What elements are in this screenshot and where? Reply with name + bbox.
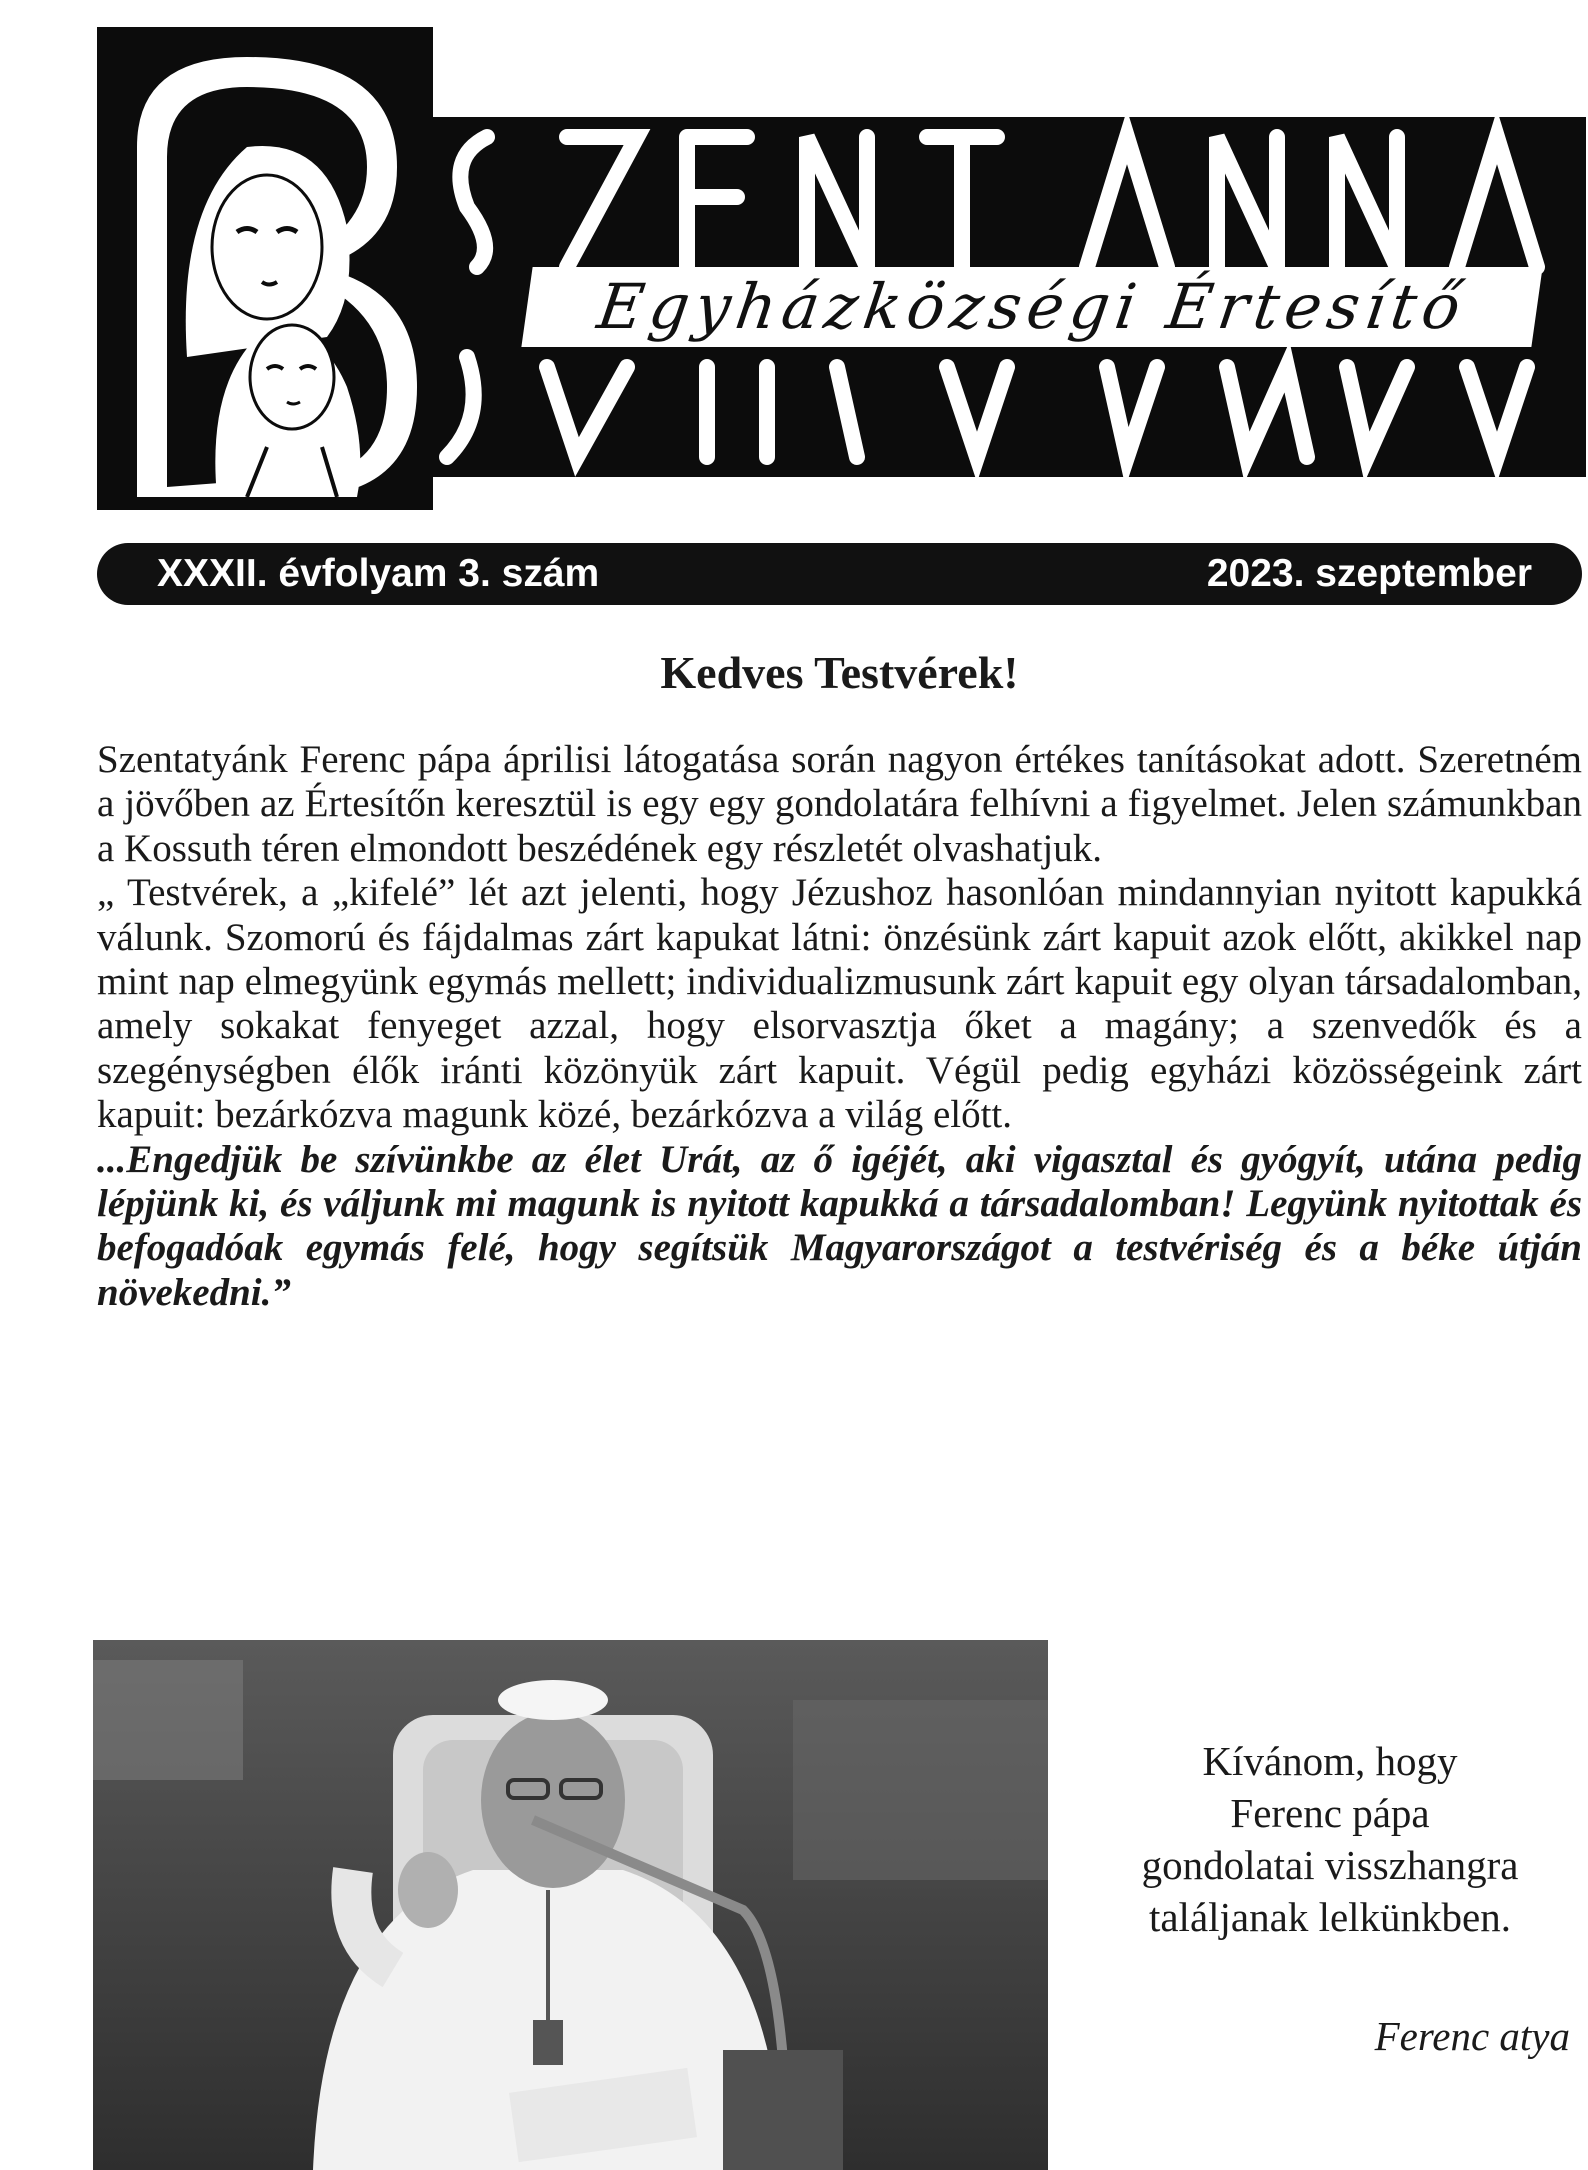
article-quote: „ Testvérek, a „kifelé” lét azt jelenti, hogy Jézushoz hasonlóan mindannyian nyitott kapukká válunk. Szomorú és fájdalmas zárt kapukat látni: önzésünk zárt kapuit azok előtt, akikkel nap mint nap elmegyünk egymás mellett; individualizmusunk zárt kapuit egy olyan társadalomban, amely sokakat fenyeget azzal, hogy elsorvasztja őket a magány; a szenvedők és a szegénységben élők iránti közönyük zárt kapuit. Végül pedig egyházi közösségeink zárt kapuit: bezárkózva magunk közé, bezárkózva a világ előtt. [97, 871, 1582, 1137]
madonna-illustration-icon [97, 27, 433, 510]
pope-francis-photo [93, 1640, 1048, 2170]
issue-date: 2023. szeptember [1206, 552, 1532, 595]
saint-anne-logo [97, 27, 433, 510]
issue-bar [97, 543, 1582, 605]
article-body [97, 738, 1582, 1315]
closing-line: Kívánom, hogy [1202, 1738, 1458, 1784]
article-heading: Kedves Testvérek! [660, 647, 1019, 698]
closing-line: Ferenc pápa [1230, 1790, 1430, 1836]
issue-volume: XXXII. évfolyam 3. szám [157, 552, 600, 595]
article-paragraph: Szentatyánk Ferenc pápa áprilisi látogatása során nagyon értékes tanításokat adott. Szeretném a jövőben az Értesítőn keresztül is egy egy gondolatára felhívni a figyelmet. Jelen számunkban a Kossuth téren elmondott beszédének egy részletét olvashatjuk. [97, 738, 1582, 870]
closing-line: találjanak lelkünkben. [1148, 1894, 1512, 1940]
closing-wish [1080, 1735, 1580, 1943]
masthead [97, 27, 1586, 510]
closing-line: gondolatai visszhangra [1141, 1842, 1519, 1888]
pope-portrait-image [93, 1640, 1048, 2170]
signature: Ferenc atya [1374, 2013, 1570, 2059]
masthead-subtitle: Egyházközségi Értesítő [521, 267, 1542, 347]
article-emphasis: ...Engedjük be szívünkbe az élet Urát, az ő igéjét, aki vigasztal és gyógyít, utána pedig lépjünk ki, és váljunk mi magunk is nyitott kapukká a társadalomban! Legyünk nyitottak és befogadóak egymás felé, hogy segítsük Magyarországot a testvériség és a béke útján növekedni.” [97, 1137, 1582, 1314]
